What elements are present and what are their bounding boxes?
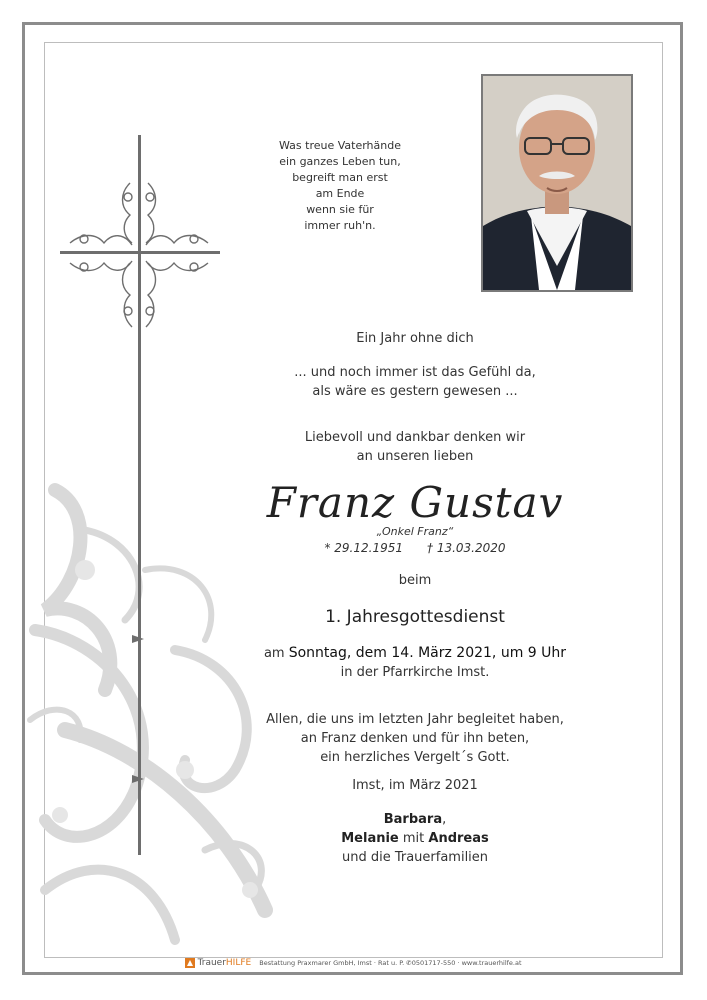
signer-name: Andreas — [428, 831, 489, 846]
death-date: † 13.03.2020 — [427, 541, 506, 555]
footer-info: Bestattung Praxmarer GmbH, Imst · Rat u. P. ✆0501717-550 · www.trauerhilfe.at — [259, 959, 522, 967]
signer-line-2 — [200, 829, 630, 848]
brand-name-accent: HILFE — [225, 958, 252, 968]
portrait-illustration — [483, 76, 631, 290]
place-date: Imst, im März 2021 — [352, 778, 478, 793]
service-date-line — [200, 644, 630, 663]
birth-date: * 29.12.1951 — [324, 541, 403, 555]
signers — [200, 810, 630, 867]
service-details — [200, 644, 630, 682]
poem-line: wenn sie für — [306, 203, 374, 216]
portrait-photo — [481, 74, 633, 292]
remember-text — [200, 428, 630, 466]
intro-text: Ein Jahr ohne dich — [356, 331, 474, 346]
footer — [0, 958, 707, 968]
service-title: 1. Jahresgottesdienst — [325, 607, 505, 627]
thanks-line: an Franz denken und für ihn beten, — [300, 731, 530, 746]
brand-name: Trauer — [197, 958, 226, 968]
remember-line: Liebevoll und dankbar denken wir — [304, 430, 526, 445]
poem-line: begreift man erst — [292, 171, 388, 184]
signer-name: Melanie — [341, 831, 399, 846]
quote — [200, 363, 630, 401]
service-location: in der Pfarrkirche Imst. — [340, 665, 490, 680]
trauerhilfe-logo-icon — [185, 958, 195, 968]
thanks-line: Allen, die uns im letzten Jahr begleitet haben, — [266, 712, 564, 727]
poem-line: ein ganzes Leben tun, — [279, 155, 401, 168]
quote-line: als wäre es gestern gewesen ... — [312, 384, 518, 399]
poem-line: immer ruh'n. — [304, 219, 376, 232]
thanks-line: ein herzliches Vergelt´s Gott. — [320, 750, 510, 765]
signer-line-1 — [200, 810, 630, 829]
life-dates — [200, 541, 630, 555]
nickname: „Onkel Franz“ — [376, 525, 454, 538]
remember-line: an unseren lieben — [356, 449, 474, 464]
poem — [240, 138, 440, 234]
deceased-name: Franz Gustav — [266, 478, 564, 527]
signer-line-3: und die Trauerfamilien — [341, 850, 489, 865]
poem-line: am Ende — [315, 187, 365, 200]
date-prefix: am — [263, 646, 285, 661]
cross-ornament — [60, 135, 220, 855]
thanks-text — [200, 710, 630, 767]
signer-conjunction: mit — [398, 831, 429, 846]
at-text: beim — [398, 573, 432, 588]
signer-name: Barbara — [383, 812, 443, 827]
service-date: Sonntag, dem 14. März 2021, um 9 Uhr — [288, 645, 567, 661]
signer-punct: , — [442, 812, 447, 827]
quote-line: ... und noch immer ist das Gefühl da, — [294, 365, 536, 380]
poem-line: Was treue Vaterhände — [279, 139, 401, 152]
